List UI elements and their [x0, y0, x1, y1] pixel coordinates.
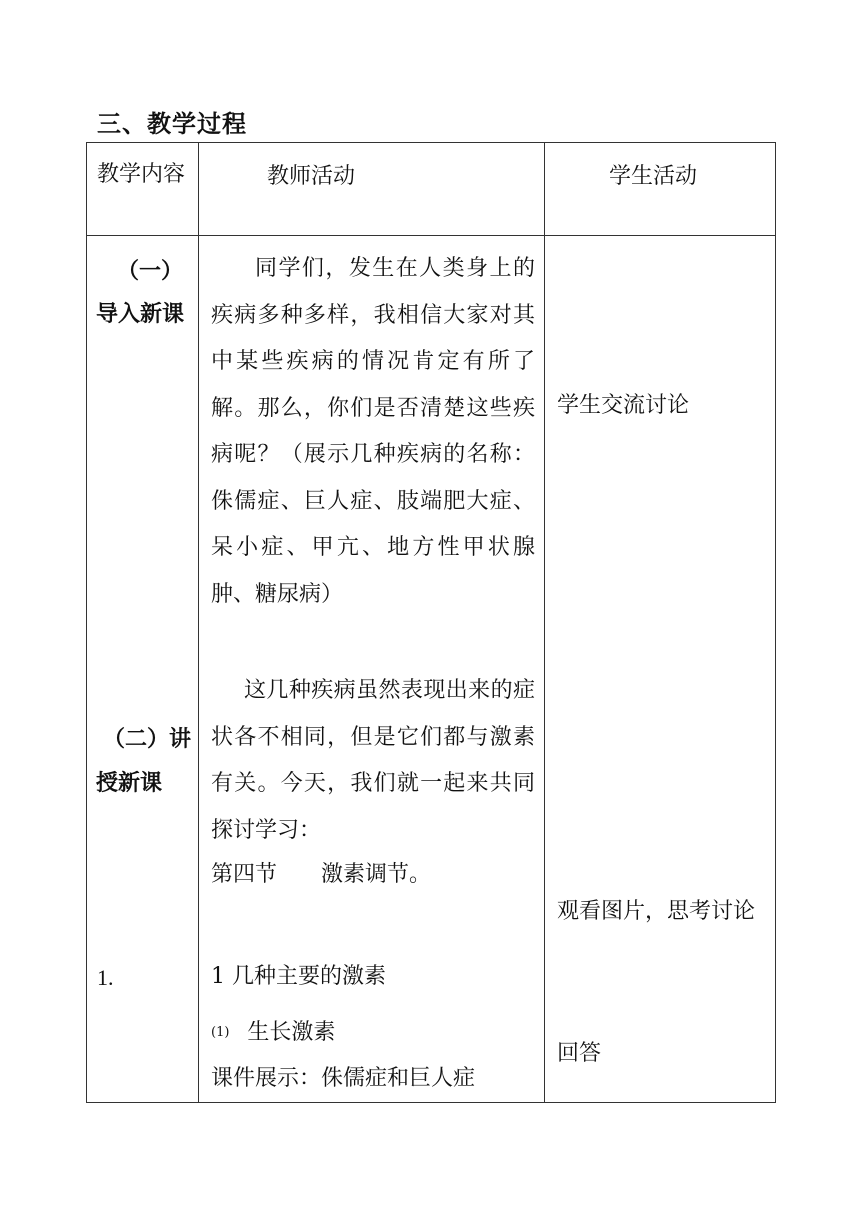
lesson-process-table: [86, 142, 776, 1103]
student-activity-3: 回答: [557, 1041, 602, 1066]
teacher-para-2: 这几种疾病虽然表现出来的症状各不相同，但是它们都与激素有关。今天，我们就一起来共同探讨学习：: [211, 678, 535, 843]
sub-number: (1): [211, 1025, 230, 1040]
content-cell: [87, 236, 199, 1103]
teacher-para-1: 同学们，发生在人类身上的疾病多种多样，我相信大家对其中某些疾病的情况肯定有所了解。那么，你们是否清楚这些疾病呢？（展示几种疾病的名称：侏儒症、巨人症、肢端肥大症、呆小症、甲亢、地方性甲状腺肿、糖尿病）: [211, 256, 535, 607]
header-student: 学生活动: [609, 164, 698, 189]
section-2-number: （二）讲: [103, 726, 192, 752]
item-1-number: 1.: [97, 965, 114, 990]
student-activity-2: 观看图片，思考讨论: [557, 899, 756, 924]
table-header-row: [87, 143, 776, 236]
page-heading: 三、教学过程: [97, 109, 247, 138]
section-1-title: 导入新课: [96, 301, 185, 327]
student-activity-1: 学生交流讨论: [557, 393, 690, 418]
subheading-main-hormones: 1 几种主要的激素: [211, 964, 386, 989]
header-cell-content: [87, 143, 199, 236]
section-2-title: 授新课: [96, 770, 163, 796]
student-cell: [545, 236, 776, 1103]
header-content: 教学内容: [97, 162, 186, 187]
teacher-cell: [199, 236, 545, 1103]
header-cell-student: [545, 143, 776, 236]
table-body-row: [87, 236, 776, 1103]
header-cell-teacher: [199, 143, 545, 236]
subheading-growth-hormone: [211, 1010, 335, 1056]
sub-title: 生长激素: [247, 1020, 336, 1045]
section-title: 第四节 激素调节。: [211, 862, 432, 887]
header-teacher: 教师活动: [267, 164, 356, 189]
display-note: 课件展示：侏儒症和巨人症: [211, 1066, 476, 1091]
section-1-number: （一）: [117, 258, 184, 284]
